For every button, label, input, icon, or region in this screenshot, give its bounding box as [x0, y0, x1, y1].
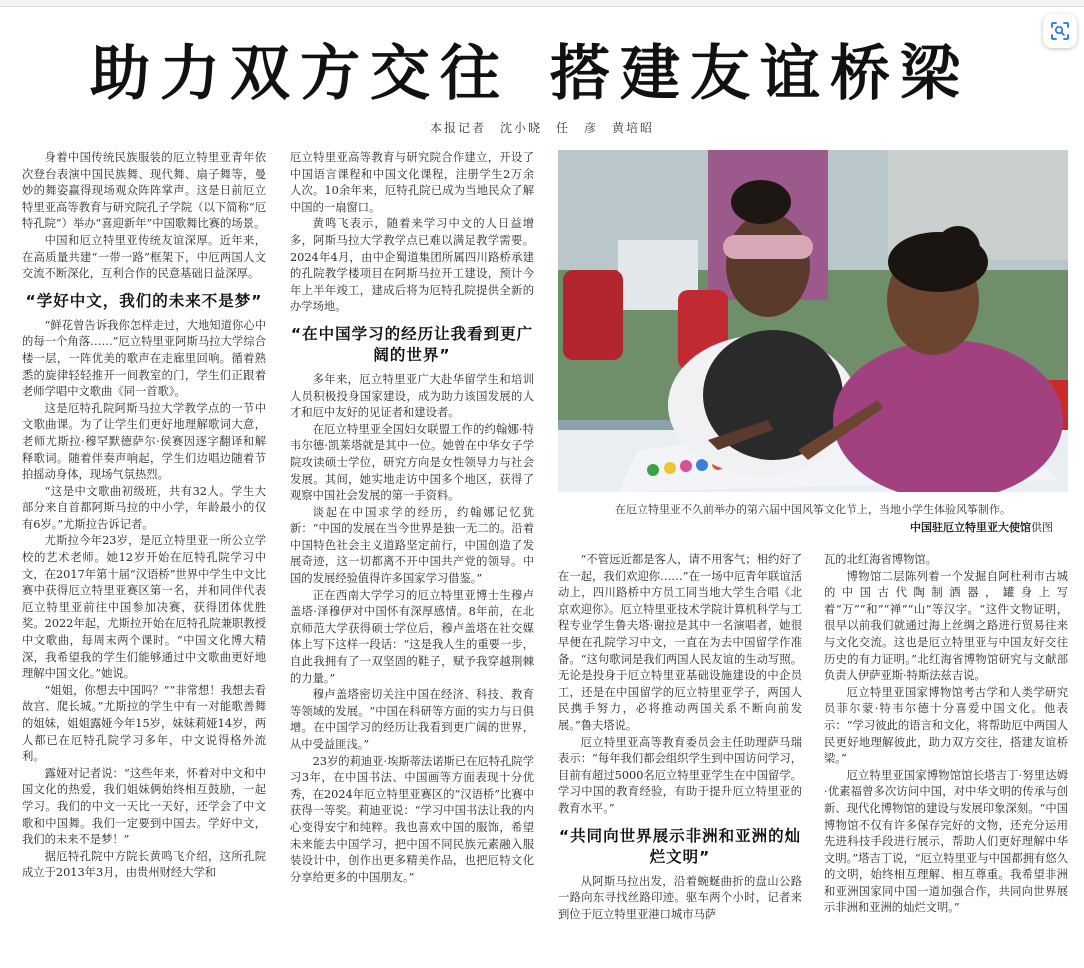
- article-column-1: [22, 150, 266, 962]
- page-top-edge: [0, 0, 1084, 7]
- photo-illustration: [558, 150, 1068, 492]
- article-photo: [558, 150, 1068, 492]
- photo-credit-org: 中国驻厄立特里亚大使馆: [910, 521, 1031, 534]
- paragraph: 中国和厄立特里亚传统友谊深厚。近年来，在高质量共建“一带一路”框架下，中厄两国人文交流不断深化，互利合作的民意基础日益深厚。: [22, 233, 266, 281]
- paragraph: 身着中国传统民族服装的厄立特里亚青年依次登台表演中国民族舞、现代舞、扇子舞等，曼妙的舞姿赢得现场观众阵阵掌声。这是日前厄立特里亚高等教育与研究院孔子学院（以下简称“厄特孔院”）举办“喜迎新年”中国歌舞比赛的场景。: [22, 151, 266, 231]
- photo-caption: 在厄立特里亚不久前举办的第六届中国风筝文化节上，当地小学生体验风筝制作。: [615, 503, 1011, 516]
- paragraph: “鲜花曾告诉我你怎样走过，大地知道你心中的每一个角落……”厄立特里亚阿斯马拉大学综合楼一层，一阵优美的歌声在走廊里回响。循着熟悉的旋律轻轻推开一间教室的门，学生们正跟着老师学唱中文歌曲《同一首歌》。: [22, 318, 266, 399]
- paragraph: “这是中文歌曲初级班，共有32人。学生大部分来自首都阿斯马拉的中小学，年龄最小的仅有6岁。”尤斯拉告诉记者。: [22, 484, 266, 531]
- headline-right: 搭建友谊桥梁: [550, 39, 970, 109]
- paragraph: 尤斯拉今年23岁，是厄立特里亚一所公立学校的艺术老师。她12岁开始在厄特孔院学习中文，在2017年第十届“汉语桥”世界中学生中文比赛中获得厄立特里亚赛区第一名，并和同伴代表厄立特里亚前往中国参加决赛，获得团体优胜奖。2022年起，尤斯拉开始在厄特孔院兼职教授中文歌曲，每周末两个课时。“中国文化博大精深，我希望我的学生们能够通过中文歌曲更好地理解中国文化。”她说。: [22, 534, 266, 681]
- paragraph: 黄鸣飞表示，随着来学习中文的人日益增多，阿斯马拉大学教学点已难以满足教学需要。2024年4月，由中企蜀道集团所属四川路桥承建的孔院教学楼项目在阿斯马拉开工建设，预计今年上半年竣工，建成后将为厄特孔院提供全新的办学场地。: [290, 217, 534, 314]
- photo-credit: [558, 519, 1053, 535]
- photo-credit-tail: 供图: [1031, 521, 1053, 534]
- paragraph: 从阿斯马拉出发，沿着蜿蜒曲折的盘山公路一路向东寻找丝路印迹。驱车两个小时，记者来到位于厄立特里亚港口城市马萨: [558, 874, 802, 921]
- paragraph: 多年来，厄立特里亚广大赴华留学生和培训人员积极投身国家建设，成为助力该国发展的人才和厄中友好的见证者和建设者。: [290, 372, 534, 420]
- paragraph: 厄立特里亚国家博物馆馆长塔吉丁·努里达姆·优素福曾多次访问中国，对中华文明的传承与创新、现代化博物馆的建设与发展印象深刻。“中国博物馆不仅有许多保存完好的文物，还充分运用先进科技手段进行展示，帮助人们更好理解中华文明。”塔吉丁说，“厄立特里亚与中国都拥有悠久的文明，始终相互理解、相互尊重。我希望非洲和亚洲国家同中国一道加强合作，共同向世界展示非洲和亚洲的灿烂文明。”: [824, 768, 1068, 915]
- paragraph: 厄立特里亚国家博物馆考古学和人类学研究员菲尔蒙·特韦尔德十分喜爱中国文化。他表示：“学习彼此的语言和文化，将帮助厄中两国人民更好地理解彼此，助力双方交往，搭建友谊桥梁。”: [824, 685, 1068, 766]
- article-column-5: [824, 552, 1068, 964]
- scan-icon[interactable]: [1043, 14, 1077, 48]
- paragraph: 据厄特孔院中方院长黄鸣飞介绍，这所孔院成立于2013年3月，由贵州财经大学和: [22, 849, 266, 880]
- paragraph: 这是厄特孔院阿斯马拉大学教学点的一节中文歌曲课。为了让学生们更好地理解歌词大意，老师尤斯拉·穆罕默德萨尔·侯赛因逐字翻译和解释歌词。随着伴奏声响起，学生们边唱边随着节拍摇动身体，现场气氛热烈。: [22, 401, 266, 482]
- paragraph: 谈起在中国求学的经历，约翰娜记忆犹新：“中国的发展在当今世界是独一无二的。沿着中国特色社会主义道路坚定前行，中国创造了发展奇迹，这一切都离不开中国共产党的领导。中国的发展经验值得许多国家学习借鉴。”: [290, 505, 534, 586]
- byline: 本报记者 沈小晓 任 彦 黄培昭: [430, 121, 655, 135]
- section-heading: “共同向世界展示非洲和亚洲的灿烂文明”: [558, 826, 802, 866]
- paragraph: 23岁的莉迪亚·埃斯蒂法诺斯已在厄特孔院学习3年，在中国书法、中国画等方面表现十分优秀，在2024年厄立特里亚赛区的“汉语桥”比赛中获得一等奖。莉迪亚说：“学习中国书法让我的内心变得安宁和纯粹。我也喜欢中国的服饰，希望未来能去中国学习，把中国不同民族元素融入服装设计中，创作出更多精美作品，也把厄特文化分享给更多的中国朋友。”: [290, 754, 534, 884]
- paragraph: 瓦的北红海省博物馆。: [824, 553, 937, 566]
- headline: [40, 26, 1020, 112]
- paragraph: 穆卢盖塔密切关注中国在经济、科技、教育等领域的发展。“中国在科研等方面的实力与日俱增。在中国学习的经历让我看到更广阔的世界，从中受益匪浅。”: [290, 688, 534, 751]
- section-heading: “在中国学习的经历让我看到更广阔的世界”: [290, 324, 534, 364]
- article-column-2: [290, 150, 534, 962]
- paragraph: “不管远近都是客人，请不用客气；相约好了在一起，我们欢迎你……”在一场中厄青年联谊活动上，四川路桥中方员工同当地大学生合唱《北京欢迎你》。厄立特里亚技术学院计算机科学与工程专业学生鲁夫塔·谢拉是其中一名演唱者，她很早便在孔院学习中文，一直在为去中国留学作准备。“这句歌词是我们两国人民友谊的生动写照。无论是投身于厄立特里亚基础设施建设的中企员工，还是在中国留学的厄立特里亚学子，两国人民携手努力，必将推动两国关系不断向前发展。”鲁夫塔说。: [558, 553, 802, 732]
- paragraph: 在厄立特里亚全国妇女联盟工作的约翰娜·特韦尔德·凯莱塔就是其中一位。她曾在中华女子学院攻读硕士学位，研究方向是女性领导力与社会发展。其间，她实地走访中国多个地区，获得了观察中国社会发展的第一手资料。: [290, 422, 534, 503]
- paragraph: 厄立特里亚高等教育与研究院合作建立，开设了中国语言课程和中国文化课程，注册学生2万余人次。10余年来，厄特孔院已成为当地民众了解中国的一扇窗口。: [290, 151, 534, 214]
- section-heading: “学好中文，我们的未来不是梦”: [25, 291, 263, 310]
- paragraph: 厄立特里亚高等教育委员会主任助理萨马瑞表示：“每年我们都会组织学生到中国访问学习，目前有超过5000名厄立特里亚学生在中国留学。学习中国的教育经验，有助于提升厄立特里亚的教育水平。”: [558, 735, 802, 815]
- paragraph: “姐姐，你想去中国吗？”“非常想！我想去看故宫、爬长城。”尤斯拉的学生中有一对能歌善舞的姐妹，姐姐露娅今年15岁，妹妹莉娅14岁，两人都已在厄特孔院学习多年，中文说得格外流利。: [22, 683, 266, 764]
- headline-left: 助力双方交往: [90, 39, 510, 109]
- paragraph: 博物馆二层陈列着一个发掘自阿杜利市古城的中国古代陶制酒器，罐身上写着“万”“和”“禅”“山”等汉字。“这件文物证明，很早以前我们就通过海上丝绸之路进行贸易往来与文化交流。这也是厄立特里亚与中国友好交往历史的有力证明。”北红海省博物馆研究与文献部负责人伊萨亚斯·特斯法兹吉说。: [824, 569, 1068, 683]
- article-column-4: [558, 552, 802, 964]
- paragraph: 正在西南大学学习的厄立特里亚博士生穆卢盖塔·泽穆伊对中国怀有深厚感情。8年前，在北京师范大学获得硕士学位后，穆卢盖塔在社交媒体上写下这样一段话：“这是我人生的重要一步，自此我拥有了一双坚固的鞋子，赋予我穿越荆棘的力量。”: [290, 588, 534, 685]
- paragraph: 露娅对记者说：“这些年来，怀着对中文和中国文化的热爱，我们姐妹俩始终相互鼓励，一起学习。我们的中文一天比一天好，还学会了中文歌和中国舞。我们一定要到中国去。学好中文，我们的未来不是梦！”: [22, 766, 266, 847]
